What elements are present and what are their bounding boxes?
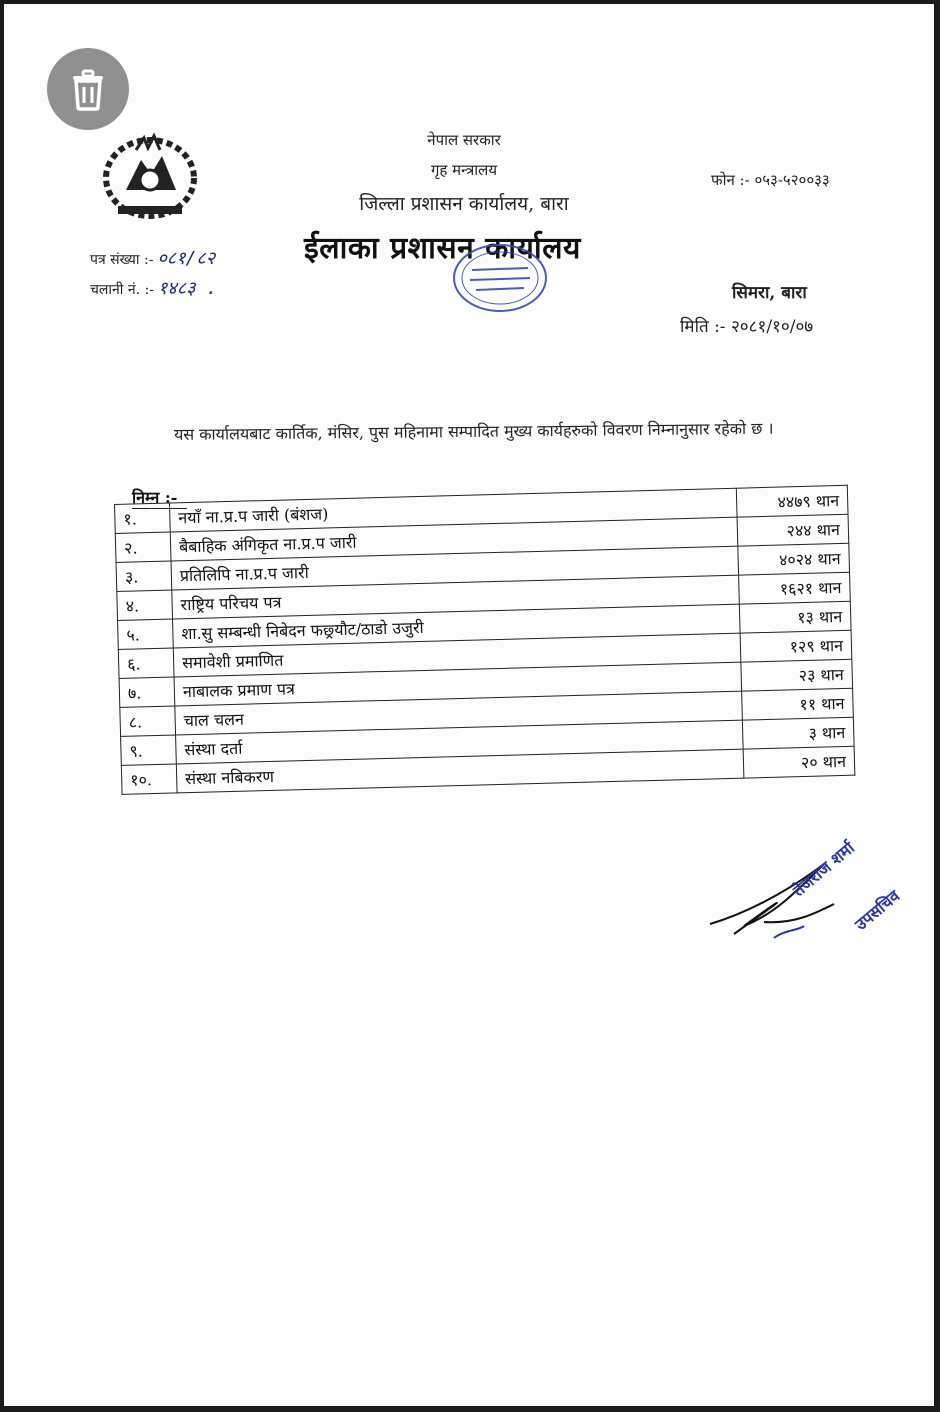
item-quantity: १३ थान — [739, 601, 851, 633]
phone-label: फोन :- — [711, 171, 750, 189]
item-number: ४. — [117, 590, 173, 620]
item-description: शा.सु सम्बन्धी निबेदन फछ्र्यौट/ठाडो उजुरी — [173, 604, 741, 648]
letter-number-label: पत्र संख्या :- — [90, 252, 154, 268]
date — [680, 314, 813, 337]
item-number: ३. — [116, 561, 172, 591]
item-quantity: ११ थान — [742, 688, 854, 720]
item-number: ७. — [119, 677, 175, 707]
item-number: ८. — [120, 706, 176, 736]
intro-paragraph: यस कार्यालयबाट कार्तिक, मंसिर, पुस महिनामा सम्पादित मुख्य कार्यहरुको विवरण निम्नानुसार रहेको छ । — [173, 418, 774, 445]
item-quantity: १६२१ थान — [739, 572, 851, 604]
item-description: प्रतिलिपि ना.प्र.प जारी — [171, 546, 739, 590]
item-number: ५. — [118, 619, 174, 649]
item-description: संस्था नबिकरण — [176, 749, 744, 793]
government-name: नेपाल सरकार — [427, 131, 501, 149]
item-quantity: ४४७९ थान — [736, 485, 848, 517]
district-office-name: जिल्ला प्रशासन कार्यालय, बारा — [359, 193, 569, 215]
delete-button[interactable] — [47, 48, 129, 130]
trash-icon — [68, 67, 108, 111]
letter-number — [90, 246, 215, 270]
item-number: १०. — [121, 764, 177, 794]
office-stamp-icon — [450, 242, 550, 314]
signatory-name: तेजराज शर्मा — [789, 838, 858, 901]
nepal-emblem-icon — [96, 130, 204, 226]
item-quantity: २४४ थान — [737, 514, 849, 546]
location: सिमरा, बारा — [732, 283, 807, 303]
item-quantity: २० थान — [743, 746, 855, 778]
date-label: मिति :- — [680, 317, 726, 337]
dispatch-number-value: १४८३ . — [157, 278, 218, 299]
item-description: समावेशी प्रमाणित — [173, 633, 741, 677]
item-description: संस्था दर्ता — [176, 720, 744, 764]
document-page — [4, 4, 934, 1406]
item-quantity: ३ थान — [742, 717, 854, 749]
list-heading: निम्न :- — [132, 486, 187, 509]
date-value: २०८१/१०/०७ — [730, 317, 814, 337]
item-number: २. — [115, 532, 171, 562]
item-number: ९. — [121, 735, 177, 765]
work-summary-table — [114, 485, 855, 795]
letter-number-value: ०८१/८२ — [157, 248, 216, 269]
item-description: बैबाहिक अंगिकृत ना.प्र.प जारी — [170, 517, 738, 561]
item-quantity: २३ थान — [741, 659, 853, 691]
item-description: राष्ट्रिय परिचय पत्र — [172, 575, 740, 619]
dispatch-number — [90, 276, 217, 300]
ministry-name: गृह मन्त्रालय — [430, 161, 498, 179]
dispatch-number-label: चलानी नं. :- — [90, 282, 154, 298]
signatory-title: उपसचिव — [851, 886, 904, 935]
item-quantity: ४०२४ थान — [738, 543, 850, 575]
item-description: नाबालक प्रमाण पत्र — [174, 662, 742, 706]
item-number: १. — [115, 503, 171, 533]
phone-number — [711, 170, 830, 190]
item-number: ६. — [118, 648, 174, 678]
office-title: ईलाका प्रशासन कार्यालय — [304, 231, 581, 266]
item-description: चाल चलन — [175, 691, 743, 735]
item-description: नयाँ ना.प्र.प जारी (बंशज) — [169, 488, 737, 532]
phone-value: ०५३-५२००३३ — [754, 171, 830, 189]
item-quantity: १२९ थान — [740, 630, 852, 662]
